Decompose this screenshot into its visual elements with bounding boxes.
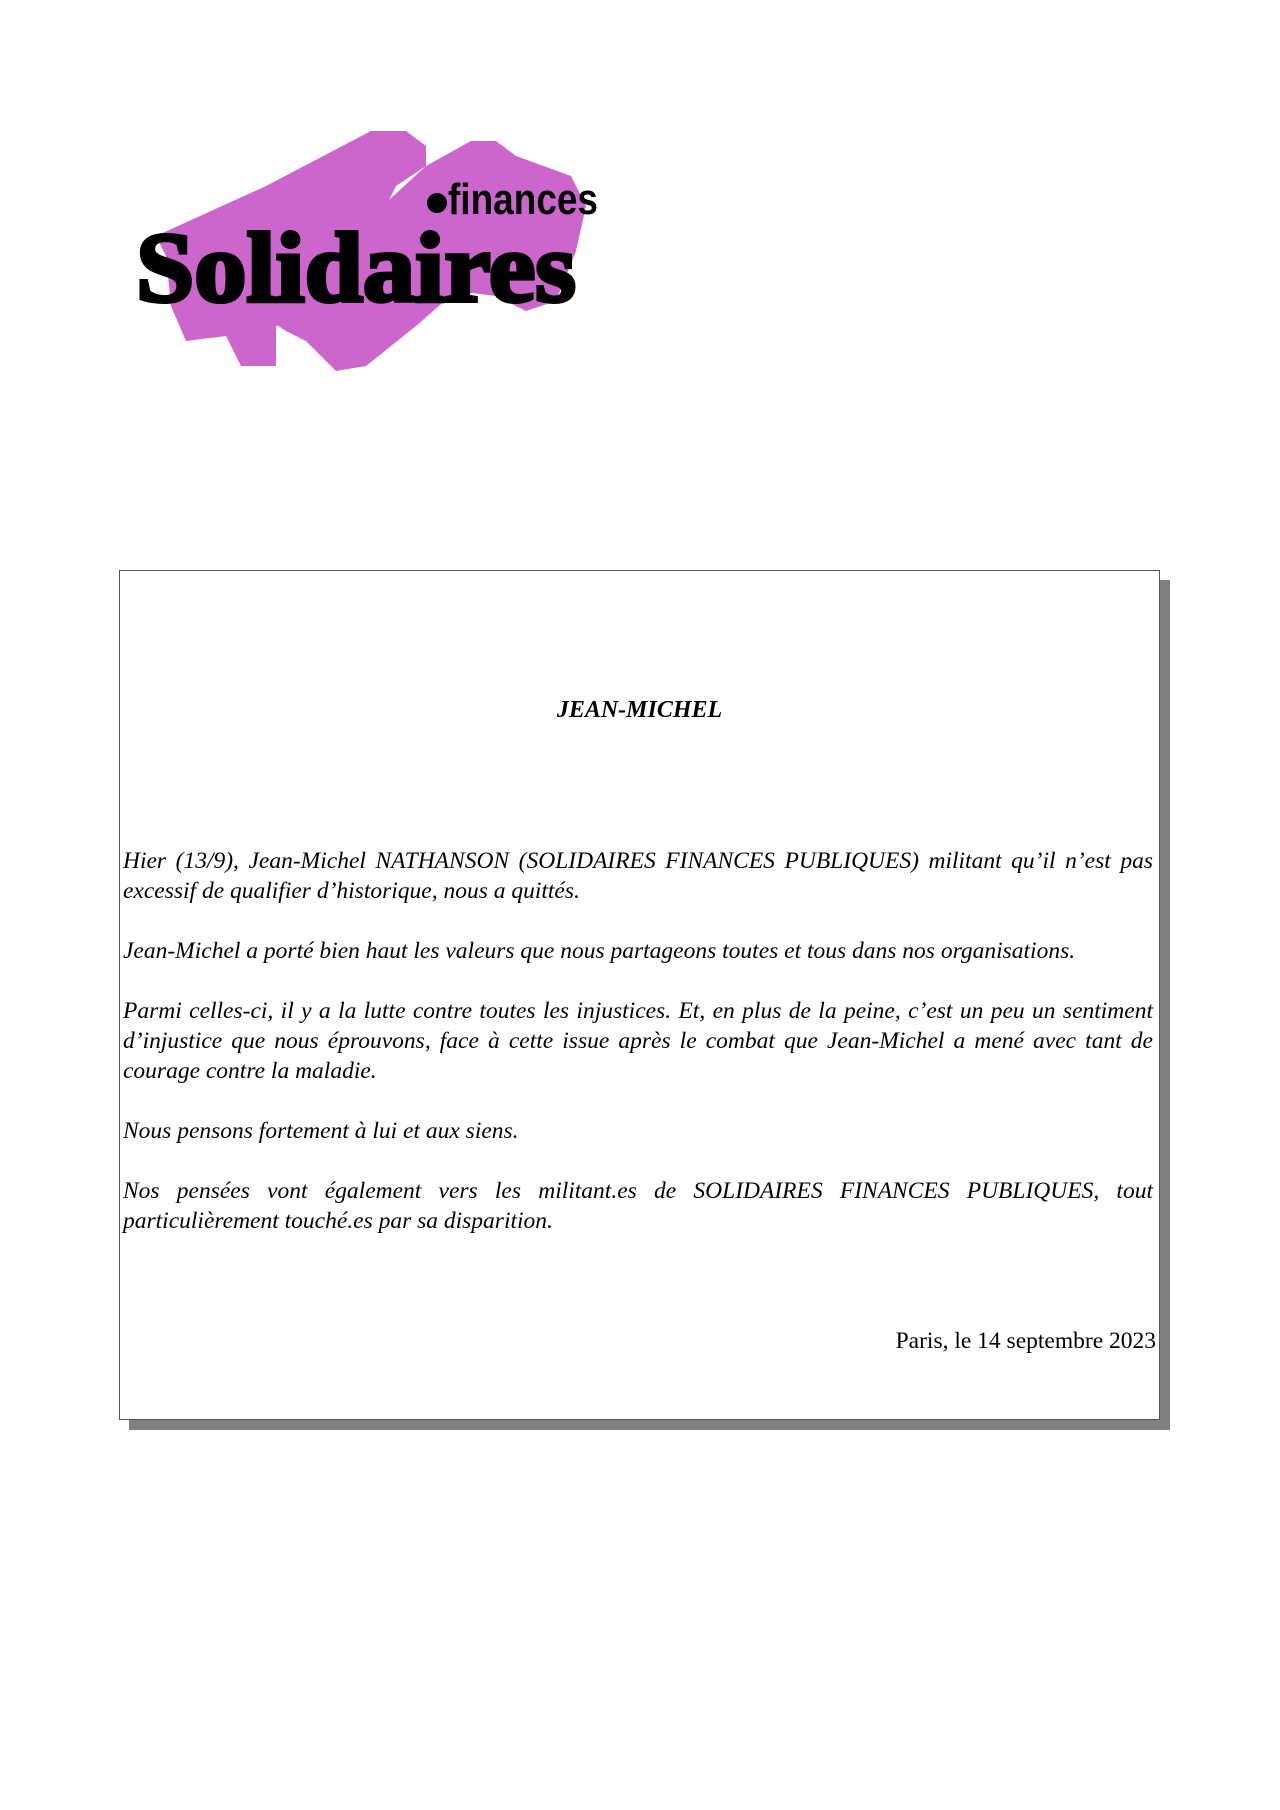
paragraph: Jean-Michel a porté bien haut les valeurs que nous partageons toutes et tous dans nos organisations. xyxy=(123,938,1076,964)
paragraph: Hier (13/9), Jean-Michel NATHANSON (SOLIDAIRES FINANCES PUBLIQUES) militant qu’il n’est pas excessif de qualifier d’historique, nous a quittés. xyxy=(123,848,1153,904)
document-body xyxy=(123,846,1153,1266)
logo-finances-text: finances xyxy=(448,175,598,224)
document-title: JEAN-MICHEL xyxy=(556,697,723,723)
logo-solidaires-text: Solidaires xyxy=(136,212,576,323)
date-line: Paris, le 14 septembre 2023 xyxy=(895,1328,1156,1354)
paragraph: Parmi celles-ci, il y a la lutte contre toutes les injustices. Et, en plus de la peine, c’est un peu un sentiment d’injustice que nous éprouvons, face à cette issue après le combat que Jean-Michel a mené avec tant de courage contre la maladie. xyxy=(123,998,1153,1084)
paragraph: Nos pensées vont également vers les militant.es de SOLIDAIRES FINANCES PUBLIQUES, tout particulièrement touché.es par sa disparition. xyxy=(123,1178,1153,1234)
tribute-frame xyxy=(119,570,1160,1420)
paragraph: Nous pensons fortement à lui et aux siens. xyxy=(123,1118,519,1144)
solidaires-finances-logo xyxy=(126,126,606,376)
